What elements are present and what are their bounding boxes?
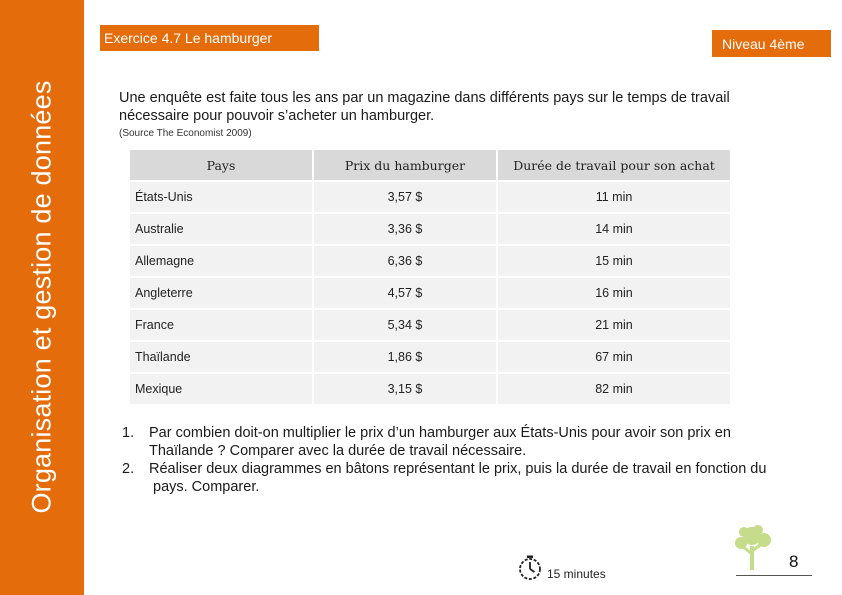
cell-country: Australie	[130, 214, 312, 244]
cell-country: Allemagne	[130, 246, 312, 276]
cell-country: États-Unis	[130, 182, 312, 212]
cell-price: 3,36 $	[314, 214, 496, 244]
question-item	[118, 424, 798, 460]
table-row	[130, 278, 730, 308]
intro-text: Une enquête est faite tous les ans par un magazine dans différents pays sur le temps de travail nécessaire pour pouvoir s’acheter un hamburger.	[119, 90, 730, 124]
question-text: Par combien doit-on multiplier le prix d’un hamburger aux États-Unis pour avoir son prix en Thaïlande ? Comparer avec la durée de travail nécessaire.	[149, 425, 731, 459]
question-number: 1.	[122, 425, 135, 441]
cell-work-time: 21 min	[498, 310, 730, 340]
exercise-title: Exercice 4.7 Le hamburger	[100, 25, 319, 51]
table-row	[130, 214, 730, 244]
cell-price: 6,36 $	[314, 246, 496, 276]
question-number: 2.	[122, 461, 135, 477]
column-header-country: Pays	[130, 150, 312, 180]
table-row	[130, 374, 730, 404]
cell-work-time: 11 min	[498, 182, 730, 212]
footer-divider	[736, 575, 812, 576]
cell-country: Thaïlande	[130, 342, 312, 372]
tree-logo-icon	[730, 524, 778, 577]
cell-price: 3,15 $	[314, 374, 496, 404]
cell-price: 4,57 $	[314, 278, 496, 308]
cell-work-time: 16 min	[498, 278, 730, 308]
cell-country: France	[130, 310, 312, 340]
source-note: (Source The Economist 2009)	[119, 128, 252, 139]
cell-price: 5,34 $	[314, 310, 496, 340]
sidebar	[0, 0, 84, 595]
question-text: Réaliser deux diagrammes en bâtons représentant le prix, puis la durée de travail en fonction du pays. Comparer.	[149, 461, 767, 495]
table-header-row	[130, 150, 730, 180]
cell-country: Angleterre	[130, 278, 312, 308]
hamburger-table	[128, 148, 732, 406]
table-row	[130, 342, 730, 372]
stopwatch-icon	[516, 555, 544, 586]
column-header-work-time: Durée de travail pour son achat	[498, 150, 730, 180]
cell-work-time: 82 min	[498, 374, 730, 404]
duration-label: 15 minutes	[547, 566, 606, 581]
cell-country: Mexique	[130, 374, 312, 404]
table-row	[130, 246, 730, 276]
cell-work-time: 67 min	[498, 342, 730, 372]
level-badge: Niveau 4ème	[712, 30, 831, 57]
table-row	[130, 182, 730, 212]
table-row	[130, 310, 730, 340]
question-item	[118, 460, 798, 496]
cell-price: 1,86 $	[314, 342, 496, 372]
cell-work-time: 14 min	[498, 214, 730, 244]
cell-price: 3,57 $	[314, 182, 496, 212]
cell-work-time: 15 min	[498, 246, 730, 276]
page-number: 8	[789, 552, 799, 571]
questions-list	[118, 424, 798, 496]
column-header-price: Prix du hamburger	[314, 150, 496, 180]
sidebar-title: Organisation et gestion de données	[26, 80, 57, 514]
duration-indicator	[516, 555, 606, 586]
